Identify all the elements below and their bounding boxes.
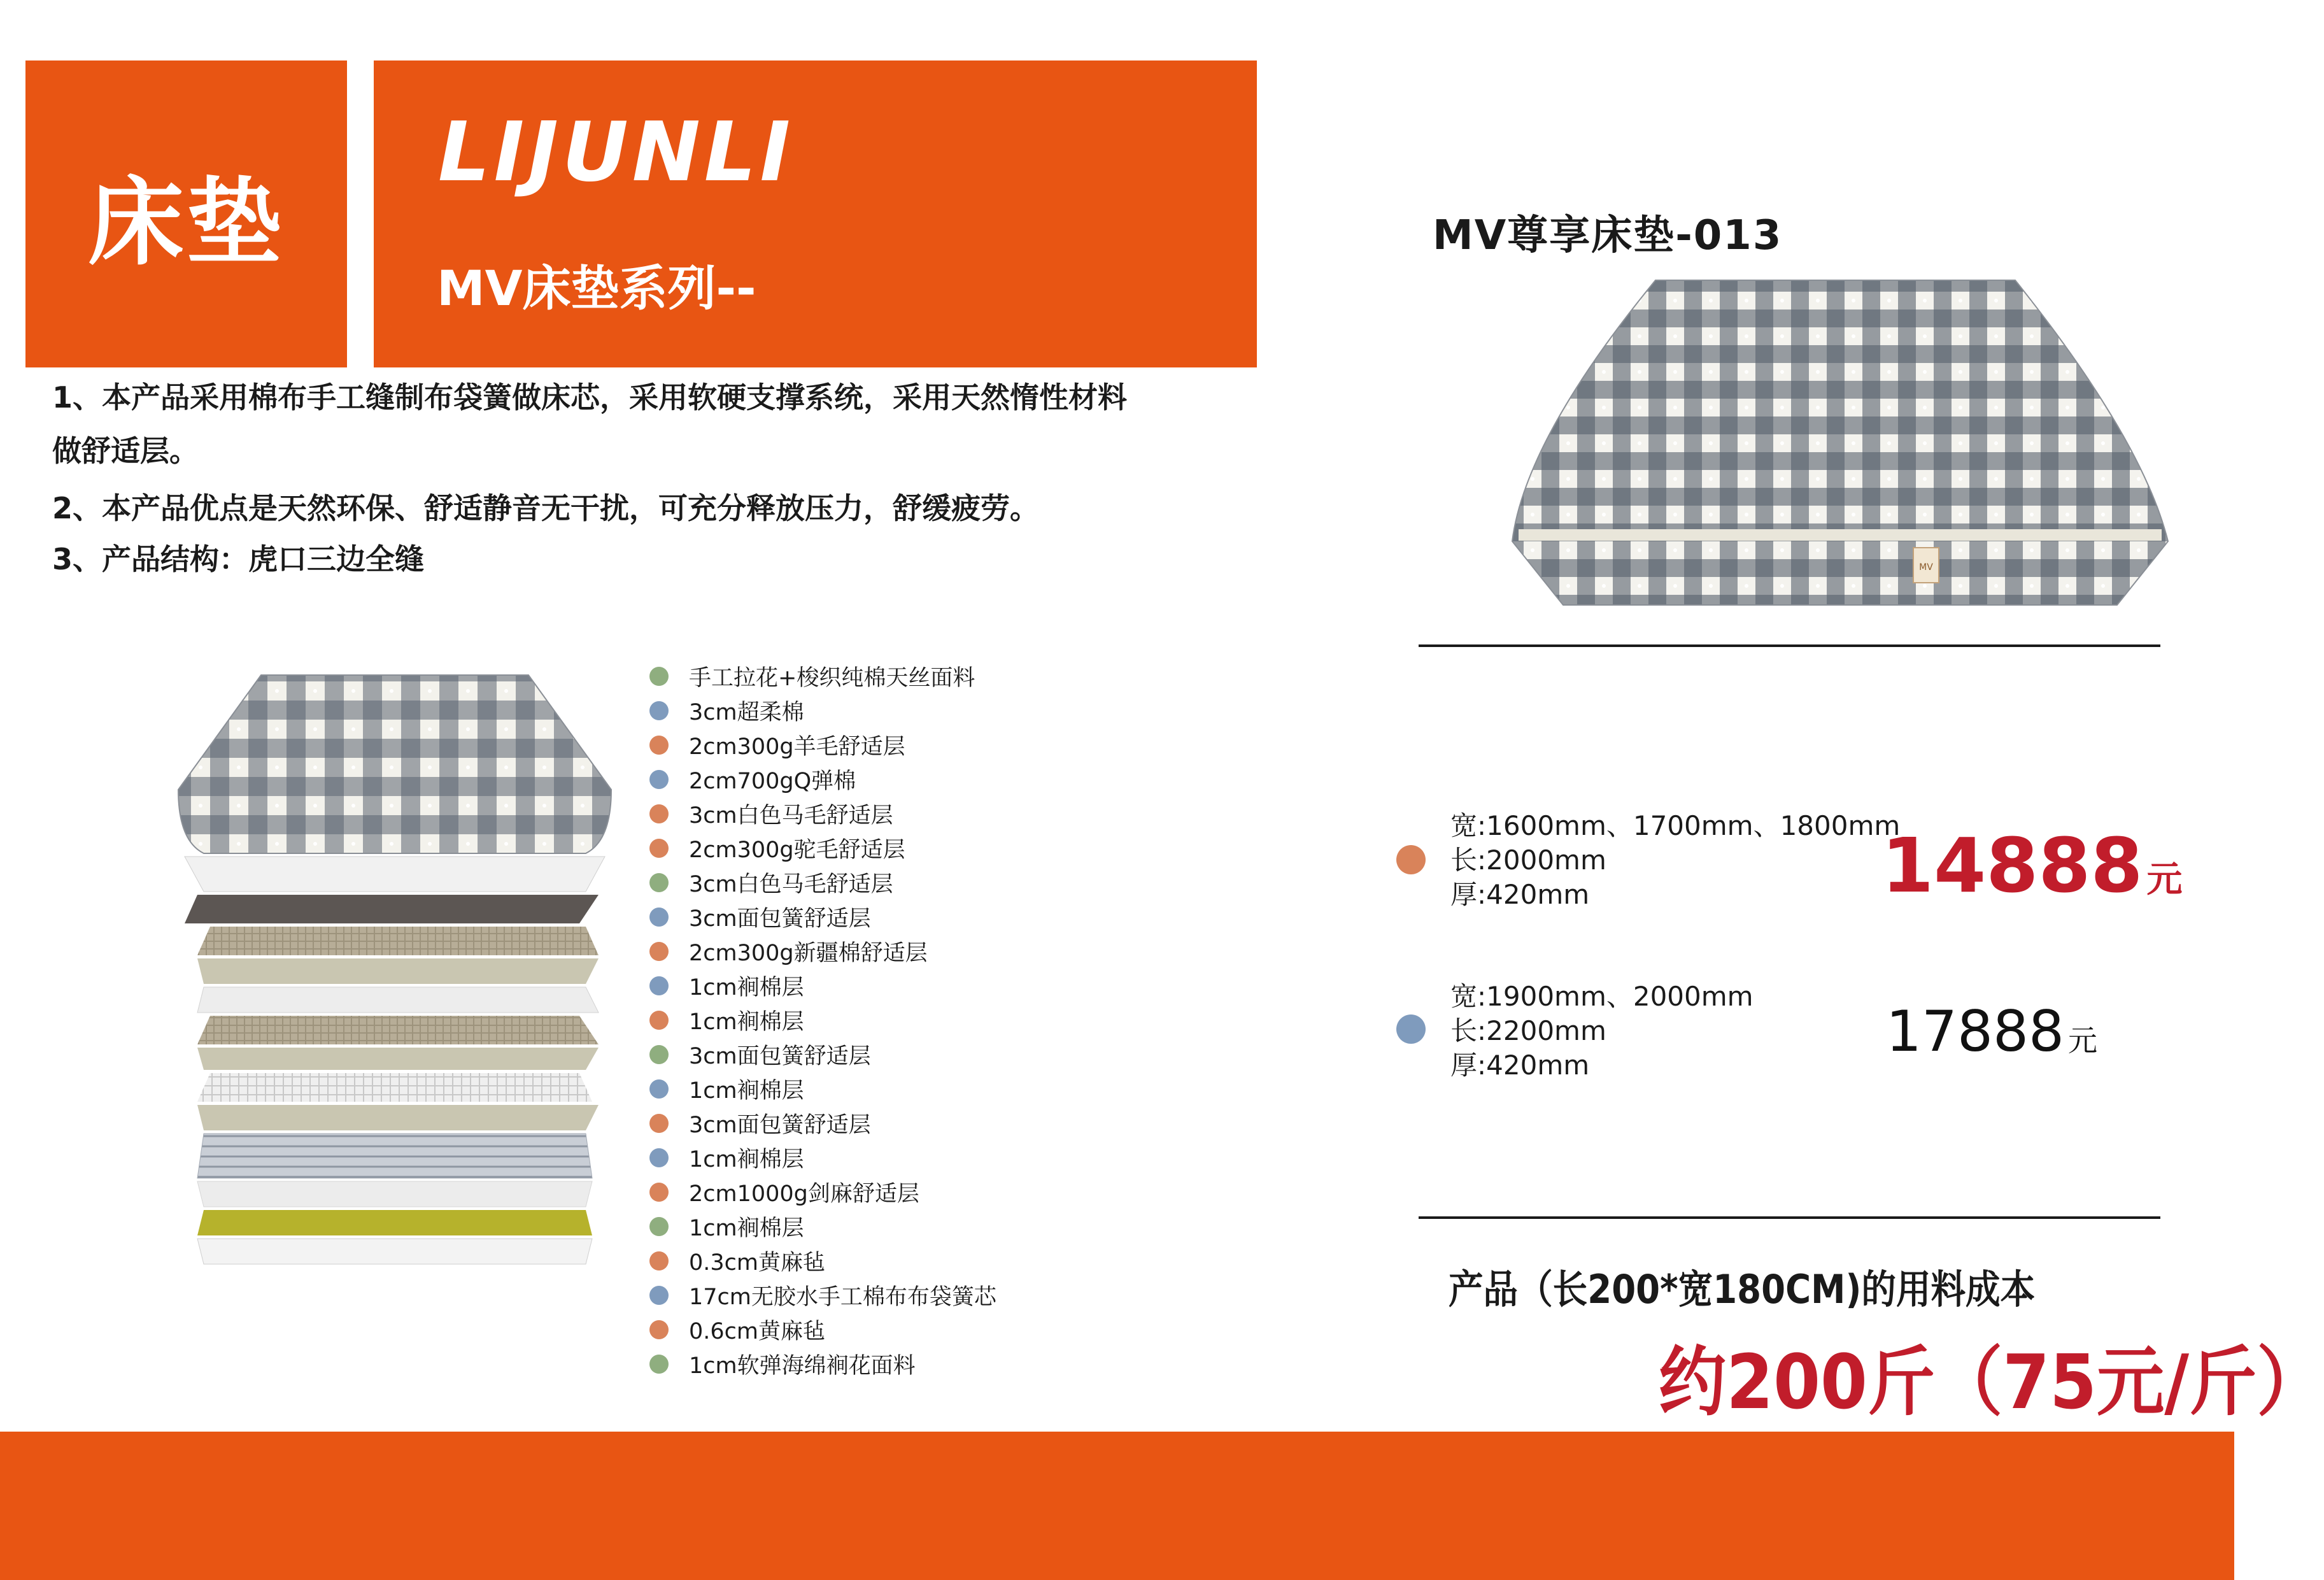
layer-dot <box>649 736 669 755</box>
spec-1-length: 长:2000mm <box>1450 844 1606 876</box>
mattress-layers-illustration <box>172 662 618 1293</box>
brand-name: LIJUNLI <box>438 105 795 200</box>
layer-item <box>649 1278 996 1313</box>
description-line-1b: 做舒适层。 <box>52 434 199 468</box>
spec-1-price-value: 14888 <box>1881 822 2143 909</box>
spec-1-thickness: 厚:420mm <box>1450 879 1590 910</box>
layer-item <box>649 900 996 934</box>
layer-item <box>649 1313 996 1347</box>
layer-list <box>649 659 996 1381</box>
layer-item <box>649 797 996 831</box>
layer-item <box>649 1037 996 1072</box>
layer-label: 手工拉花+梭织纯棉天丝面料 <box>689 665 975 691</box>
spec-1-width: 宽:1600mm、1700mm、1800mm <box>1450 810 1901 841</box>
divider-bottom <box>1419 1216 2160 1219</box>
spec-1-price-unit: 元 <box>2146 859 2183 900</box>
layer-item <box>649 865 996 900</box>
layer-label: 3cm面包簧舒适层 <box>689 906 871 932</box>
layer-label: 3cm白色马毛舒适层 <box>689 872 893 897</box>
layer-label: 0.3cm黄麻毡 <box>689 1250 825 1276</box>
layer-item <box>649 969 996 1003</box>
spec-1-dot <box>1396 845 1426 874</box>
description-line-1: 1、本产品采用棉布手工缝制布袋簧做床芯，采用软硬支撑系统，采用天然惰性材料 <box>52 380 1128 415</box>
category-title: 床垫 <box>88 167 285 278</box>
spec-2-price <box>1886 999 2097 1064</box>
layer-item <box>649 1106 996 1141</box>
layer-label: 1cm裥棉层 <box>689 1216 804 1241</box>
layer-item <box>649 1141 996 1175</box>
layer-label: 3cm超柔棉 <box>689 700 804 725</box>
layer-label: 3cm面包簧舒适层 <box>689 1044 871 1069</box>
layer-dot <box>649 804 669 823</box>
layer-item <box>649 659 996 694</box>
layer-dot <box>649 839 669 858</box>
layer-dot <box>649 907 669 927</box>
layer-label: 3cm面包簧舒适层 <box>689 1113 871 1138</box>
layer-dot <box>649 1148 669 1167</box>
spec-2-dot <box>1396 1014 1426 1044</box>
product-label-text: MV <box>1919 562 1933 573</box>
layer-dot <box>649 942 669 961</box>
layer-item <box>649 1175 996 1209</box>
divider-top <box>1419 644 2160 647</box>
spec-1-price <box>1881 822 2183 909</box>
description-line-2: 2、本产品优点是天然环保、舒适静音无干扰，可充分释放压力，舒缓疲劳。 <box>52 491 1040 525</box>
layer-item <box>649 762 996 797</box>
layer-dot <box>649 976 669 995</box>
layer-label: 2cm300g驼毛舒适层 <box>689 837 905 863</box>
layer-item <box>649 1347 996 1381</box>
layer-label: 1cm裥棉层 <box>689 975 804 1000</box>
layer-item <box>649 1209 996 1244</box>
cost-value: 约200斤（75元/斤） <box>1659 1338 2324 1426</box>
layer-label: 1cm裥棉层 <box>689 1009 804 1035</box>
layer-dot <box>649 1114 669 1133</box>
layer-label: 1cm裥棉层 <box>689 1078 804 1104</box>
layer-dot <box>649 701 669 720</box>
layer-label: 2cm300g新疆棉舒适层 <box>689 941 928 966</box>
spec-2-length: 长:2200mm <box>1450 1015 1606 1046</box>
layer-label: 17cm无胶水手工棉布布袋簧芯 <box>689 1285 996 1310</box>
layer-dot <box>649 1217 669 1236</box>
layer-label: 1cm裥棉层 <box>689 1147 804 1172</box>
layer-item <box>649 1072 996 1106</box>
layer-dot <box>649 1251 669 1270</box>
layer-dot <box>649 1079 669 1099</box>
layer-dot <box>649 1355 669 1374</box>
description-line-3: 3、产品结构：虎口三边全缝 <box>52 542 425 576</box>
layer-dot <box>649 1320 669 1339</box>
product-title: MV尊享床垫-013 <box>1433 212 1783 259</box>
layer-item <box>649 831 996 865</box>
layer-item <box>649 694 996 728</box>
footer-bar <box>0 1432 2234 1580</box>
spec-2-price-unit: 元 <box>2067 1023 2097 1058</box>
layer-label: 2cm1000g剑麻舒适层 <box>689 1181 919 1207</box>
layer-item <box>649 1003 996 1037</box>
layer-item <box>649 1244 996 1278</box>
layer-dot <box>649 1045 669 1064</box>
cost-label: 产品（长200*宽180CM)的用料成本 <box>1449 1266 2036 1313</box>
layer-dot <box>649 873 669 892</box>
layer-dot <box>649 667 669 686</box>
mattress-product-image <box>1506 274 2174 618</box>
layer-dot <box>649 1183 669 1202</box>
layer-label: 0.6cm黄麻毡 <box>689 1319 825 1344</box>
spec-2-price-value: 17888 <box>1886 999 2064 1064</box>
spec-2-width: 宽:1900mm、2000mm <box>1450 981 1754 1012</box>
layer-label: 3cm白色马毛舒适层 <box>689 803 893 829</box>
layer-item <box>649 728 996 762</box>
layer-dot <box>649 1011 669 1030</box>
layer-label: 1cm软弹海绵裥花面料 <box>689 1353 916 1379</box>
series-name: MV床垫系列-- <box>437 260 756 317</box>
layer-item <box>649 934 996 969</box>
layer-label: 2cm300g羊毛舒适层 <box>689 734 905 760</box>
layer-dot <box>649 770 669 789</box>
layer-dot <box>649 1286 669 1305</box>
spec-2-thickness: 厚:420mm <box>1450 1050 1590 1081</box>
layer-label: 2cm700gQ弹棉 <box>689 769 856 794</box>
